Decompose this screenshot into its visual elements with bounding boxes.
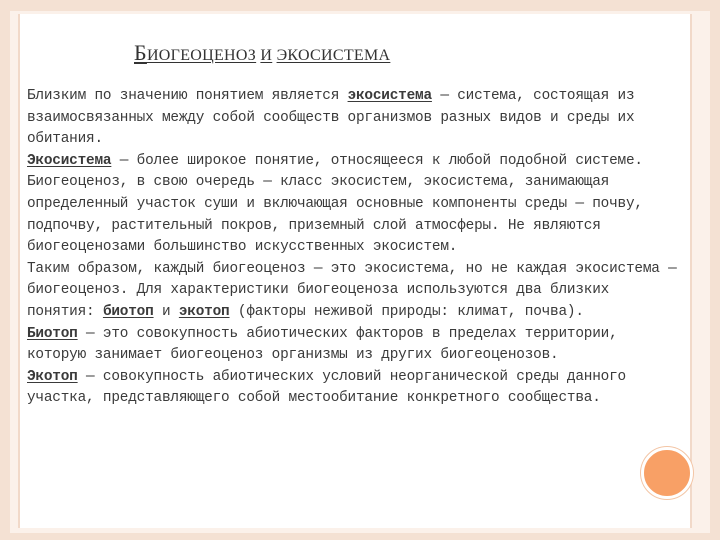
term-ecosystem: экосистема: [347, 88, 432, 104]
paragraph-4: Биотоп — это совокупность абиотических факторов в пределах территории, которую занимает биогеоценоз организмы из других биогеоценозов.: [27, 325, 618, 364]
slide-title: [134, 40, 554, 66]
term-biotope: биотоп: [102, 303, 154, 320]
title-first-letter: Б: [134, 40, 147, 65]
body-text: [27, 86, 677, 410]
title-word-3: ЭКОСИСТЕМА: [276, 47, 391, 64]
term-ecotope-2: Экотоп: [27, 368, 78, 385]
paragraph-5: Экотоп — совокупность абиотических условий неорганической среды данного участка, представляющего собой местообитание конкретного сообщества.: [27, 368, 626, 407]
paragraph-3: Таким образом, каждый биогеоценоз — это экосистема, но не каждая экосистема — биогеоценоз. Для характеристики биогеоценоза используются два близких понятия: биотоп и экотоп (факторы неживой природы: климат, почва).: [27, 260, 677, 320]
title-word-2: И: [260, 47, 273, 64]
term-biotope-2: Биотоп: [27, 325, 78, 342]
term-ecosystem-2: Экосистема: [27, 152, 112, 169]
decorative-orange-circle: [641, 447, 693, 499]
title-word-1: ИОГЕОЦЕНОЗ: [146, 47, 257, 64]
paragraph-2: Экосистема — более широкое понятие, относящееся к любой подобной системе. Биогеоценоз, в свою очередь — класс экосистем, экосистема, занимающая определенный участок суши и включающая основные компоненты среды — почву, подпочву, растительный покров, приземный слой атмосферы. Не являются биогеоценозами большинство искусственных экосистем.: [27, 152, 643, 256]
term-ecotope: экотоп: [178, 303, 230, 320]
paragraph-1: Близким по значению понятием является экосистема — система, состоящая из взаимосвязанных между собой сообществ организмов разных видов и среды их обитания.: [27, 88, 635, 148]
